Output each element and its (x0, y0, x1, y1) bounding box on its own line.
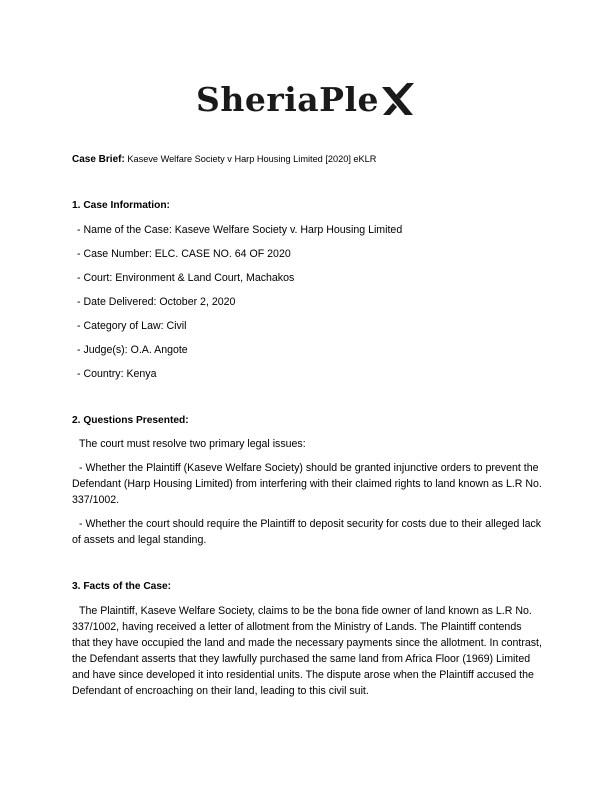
questions-intro: The court must resolve two primary legal issues: (79, 438, 306, 450)
info-item-case-number: - Case Number: ELC. CASE NO. 64 OF 2020 (77, 248, 291, 260)
sheriaplex-logo (0, 74, 612, 124)
section-heading-questions-presented: 2. Questions Presented: (72, 415, 189, 426)
case-brief-label: Case Brief: (72, 154, 125, 165)
logo-x-mark-icon (380, 81, 416, 119)
logo-text: SheriaPle (196, 79, 379, 119)
info-item-name: - Name of the Case: Kaseve Welfare Society v. Harp Housing Limited (77, 224, 403, 236)
info-item-court: - Court: Environment & Land Court, Machakos (77, 272, 295, 284)
info-item-category: - Category of Law: Civil (77, 320, 187, 332)
info-item-date: - Date Delivered: October 2, 2020 (77, 296, 236, 308)
case-brief-title: Kaseve Welfare Society v Harp Housing Limited [2020] eKLR (127, 154, 377, 164)
question-one: - Whether the Plaintiff (Kaseve Welfare Society) should be granted injunctive orders to prevent the Defendant (Harp Housing Limited) from interfering with their claimed rights to land known as L.R No. 337/1002. (72, 462, 542, 506)
section-heading-facts: 3. Facts of the Case: (72, 581, 172, 592)
case-brief-line (72, 154, 376, 165)
info-item-country: - Country: Kenya (77, 368, 157, 380)
question-two: - Whether the court should require the Plaintiff to deposit security for costs due to their alleged lack of assets and legal standing. (72, 518, 542, 546)
info-item-judges: - Judge(s): O.A. Angote (77, 344, 188, 356)
facts-body: The Plaintiff, Kaseve Welfare Society, claims to be the bona fide owner of land known as L.R No. 337/1002, having received a letter of allotment from the Ministry of Lands. The Plaintiff contends that they have occupied the land and made the necessary payments since the allotment. In contrast, the Defendant asserts that they lawfully purchased the same land from Africa Floor (1969) Limited and have since developed it into residential units. The dispute arose when the Plaintiff accused the Defendant of encroaching on their land, leading to this civil suit. (72, 605, 542, 697)
section-heading-case-information: 1. Case Information: (72, 200, 170, 211)
